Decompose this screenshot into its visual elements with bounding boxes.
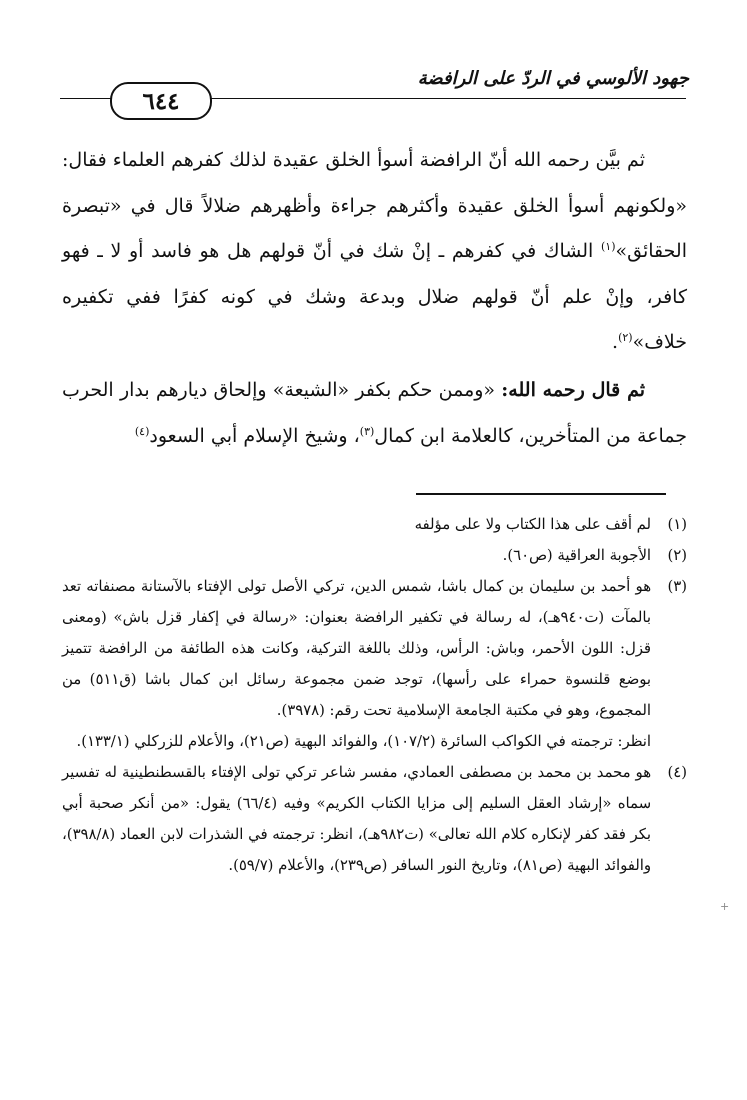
footnote-number: (٤) xyxy=(667,764,687,781)
paragraph-1-text-b: الشاك في كفرهم ـ إنْ شك في أنّ قولهم هل هو فاسد أو لا ـ فهو كافر، وإنْ علم أنّ قولهم ضلال وبدعة وشك في كونه كفرًا ففي تكفيره خلاف» xyxy=(62,240,687,354)
footnote-number: (٣) xyxy=(667,578,687,595)
paragraph-1-text-a: ثم بيَّن رحمه الله أنّ الرافضة أسوأ الخلق عقيدة لذلك كفرهم العلماء فقال: «ولكونهم أسوأ الخلق عقيدة وأكثرهم جراءة وأظهرهم ضلالاً قال في «تبصرة الحقائق» xyxy=(62,149,687,263)
footnote-body xyxy=(62,757,651,881)
main-text xyxy=(62,138,687,459)
footnote-body xyxy=(62,571,651,757)
paragraph-2 xyxy=(62,368,687,459)
footnote-number: (٢) xyxy=(667,547,687,564)
paragraph-2-text-b: ، وشيخ الإسلام أبي السعود xyxy=(149,424,360,447)
footnote-body xyxy=(62,509,651,540)
footnote-ref-3: (٣) xyxy=(359,424,375,438)
footnote-2 xyxy=(62,540,687,571)
footnote-number: (١) xyxy=(667,516,687,533)
footnote-ref-1: (١) xyxy=(600,240,616,254)
edge-mark: + xyxy=(720,900,730,913)
footnote-separator xyxy=(416,493,666,495)
paragraph-2-text-a: «وممن حكم بكفر «الشيعة» وإلحاق ديارهم بدار الحرب جماعة من المتأخرين، كالعلامة ابن كمال xyxy=(62,378,687,447)
footnote-3 xyxy=(62,571,687,757)
running-title: جهود الألوسي في الردّ على الرافضة xyxy=(417,68,689,89)
footnote-4 xyxy=(62,757,687,881)
footnote-text: لم أقف على هذا الكتاب ولا على مؤلفه xyxy=(414,516,651,533)
footnote-text: هو أحمد بن سليمان بن كمال باشا، شمس الدين، تركي الأصل تولى الإفتاء بالآستانة مصنفاته تعد بالمآت (ت٩٤٠هـ)، له رسالة في تكفير الرافضة بعنوان: «رسالة في إكفار قزل باش» (ومعنى قزل: اللون الأحمر، وباش: الرأس، وذلك باللغة التركية، وكانت هذه الطائفة من الرافضة تتميز بوضع قلنسوة حمراء على رأسها)، توجد ضمن مجموعة رسائل ابن كمال باشا (ق٥١١) من المجموع، وهو في مكتبة الجامعة الإسلامية تحت رقم: (٣٩٧٨). xyxy=(62,578,652,719)
footnotes xyxy=(62,509,687,881)
footnote-text: هو محمد بن محمد بن مصطفى العمادي، مفسر شاعر تركي تولى الإفتاء بالقسطنطينية له تفسير سماه «إرشاد العقل السليم إلى مزايا الكتاب الكريم» وفيه (٦٦/٤) يقول: «من أنكر صحبة أبي بكر فقد كفر لإنكاره كلام الله تعالى» (ت٩٨٢هـ)، انظر: ترجمته في الشذرات لابن العماد (٣٩٨/٨)، والفوائد البهية (ص٨١)، وتاريخ النور السافر (ص٢٣٩)، والأعلام (٥٩/٧). xyxy=(62,764,651,874)
paragraph-1 xyxy=(62,138,687,366)
footnote-ref-2: (٢) xyxy=(618,331,633,345)
page-number-badge: ٦٤٤ xyxy=(110,82,212,120)
footnote-1 xyxy=(62,509,687,540)
paragraph-1-end: . xyxy=(612,331,619,354)
footnote-ref-4: (٤) xyxy=(134,424,150,438)
footnote-text: الأجوبة العراقية (ص٦٠). xyxy=(502,547,651,564)
paragraph-2-lead: ثم قال رحمه الله: xyxy=(501,378,646,401)
footnote-text: انظر: ترجمته في الكواكب السائرة (١٠٧/٢)، والفوائد البهية (ص٢١)، والأعلام للزركلي (١٣٣/١). xyxy=(76,733,651,750)
footnote-body xyxy=(62,540,651,571)
